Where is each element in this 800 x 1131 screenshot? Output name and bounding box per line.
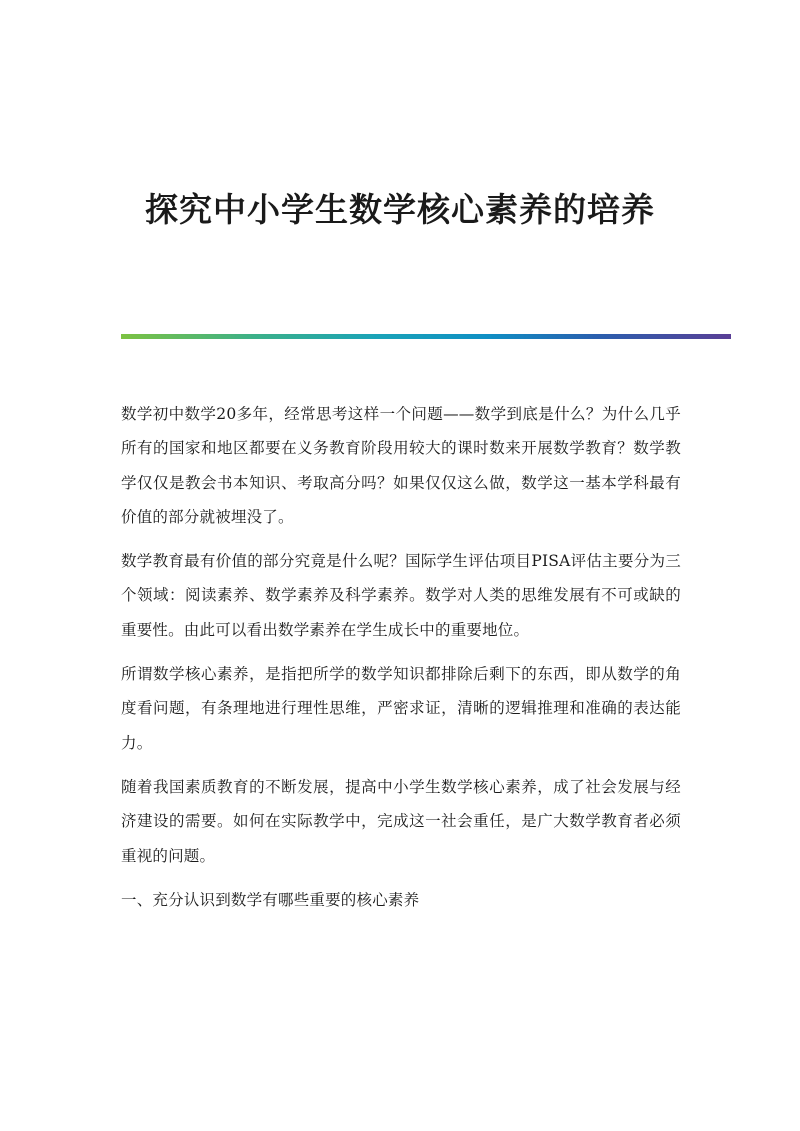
paragraph-development: 随着我国素质教育的不断发展，提高中小学生数学核心素养，成了社会发展与经济建设的需要。如何在实际教学中，完成这一社会重任，是广大数学教育者必须重视的问题。 [121,777,681,865]
paragraph-definition: 所谓数学核心素养，是指把所学的数学知识都排除后剩下的东西，即从数学的角度看问题，有条理地进行理性思维，严密求证，清晰的逻辑推理和准确的表达能力。 [121,665,681,752]
title-divider [121,334,731,339]
paragraph-value: 数学教育最有价值的部分究竟是什么呢？国际学生评估项目PISA评估主要分为三个领域：阅读素养、数学素养及科学素养。数学对人类的思维发展有不可或缺的重要性。由此可以看出数学素养在学生成长中的重要地位。 [121,552,681,639]
paragraph-intro: 数学初中数学20多年，经常思考这样一个问题——数学到底是什么？为什么几乎所有的国家和地区都要在义务教育阶段用较大的课时数来开展数学教育？数学教学仅仅是教会书本知识、考取高分吗？如果仅仅这么做，数学这一基本学科最有价值的部分就被埋没了。 [121,405,681,526]
document-body [121,397,681,927]
section-heading: 一、充分认识到数学有哪些重要的核心素养 [121,890,420,909]
document-title: 探究中小学生数学核心素养的培养 [145,190,655,229]
